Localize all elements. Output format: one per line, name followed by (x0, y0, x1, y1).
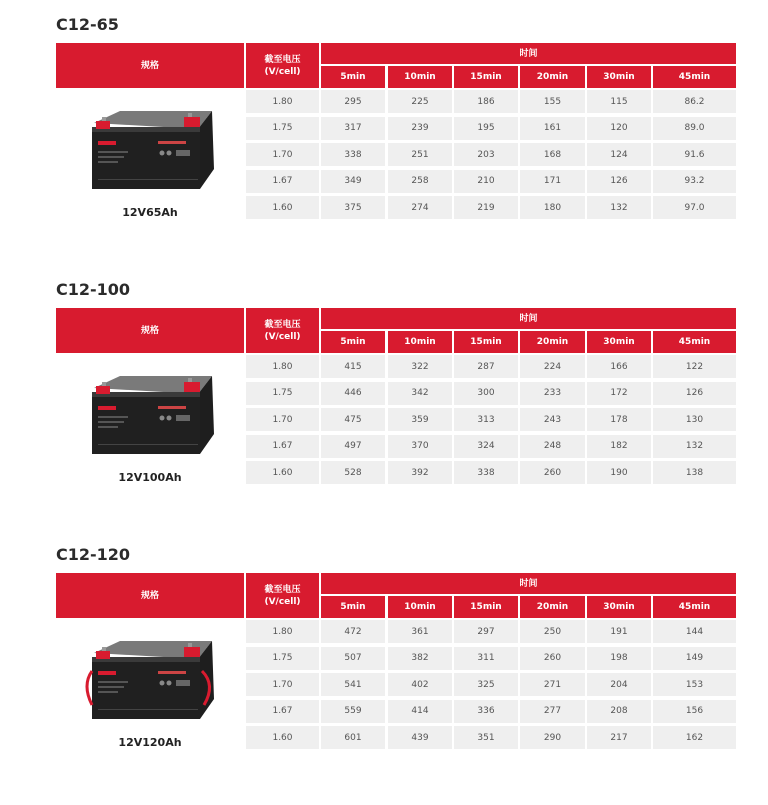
header-spec: 规格 (56, 43, 244, 88)
value-cell: 168 (520, 143, 585, 166)
value-cell: 225 (388, 90, 452, 113)
header-minute: 10min (388, 596, 452, 618)
value-cell: 182 (587, 435, 651, 458)
value-cell: 91.6 (653, 143, 736, 166)
cutoff-voltage-cell: 1.75 (246, 382, 319, 405)
model-label: 12V65Ah (122, 206, 178, 219)
value-cell: 559 (321, 700, 385, 723)
header-minute: 15min (454, 66, 518, 88)
value-cell: 186 (454, 90, 518, 113)
value-cell: 162 (653, 726, 736, 749)
cutoff-voltage-cell: 1.67 (246, 435, 319, 458)
value-cell: 243 (520, 408, 585, 431)
value-cell: 300 (454, 382, 518, 405)
value-cell: 180 (520, 196, 585, 219)
value-cell: 375 (321, 196, 385, 219)
value-cell: 219 (454, 196, 518, 219)
cutoff-voltage-cell: 1.75 (246, 117, 319, 140)
header-minute: 30min (587, 331, 651, 353)
header-spec: 规格 (56, 308, 244, 353)
value-cell: 217 (587, 726, 651, 749)
value-cell: 311 (454, 647, 518, 670)
value-cell: 258 (388, 170, 452, 193)
header-cutoff-voltage: 截至电压 (V/cell) (246, 573, 319, 618)
value-cell: 528 (321, 461, 385, 484)
header-cutoff-voltage: 截至电压 (V/cell) (246, 43, 319, 88)
model-label: 12V100Ah (118, 471, 182, 484)
battery-image (80, 101, 220, 201)
value-cell: 324 (454, 435, 518, 458)
value-cell: 149 (653, 647, 736, 670)
value-cell: 349 (321, 170, 385, 193)
value-cell: 191 (587, 620, 651, 643)
value-cell: 370 (388, 435, 452, 458)
cutoff-voltage-cell: 1.75 (246, 647, 319, 670)
header-minute: 30min (587, 596, 651, 618)
value-cell: 260 (520, 647, 585, 670)
value-cell: 475 (321, 408, 385, 431)
cutoff-voltage-cell: 1.67 (246, 170, 319, 193)
value-cell: 415 (321, 355, 385, 378)
value-cell: 290 (520, 726, 585, 749)
header-cutoff-voltage: 截至电压 (V/cell) (246, 308, 319, 353)
value-cell: 239 (388, 117, 452, 140)
value-cell: 338 (454, 461, 518, 484)
cutoff-voltage-cell: 1.70 (246, 143, 319, 166)
value-cell: 322 (388, 355, 452, 378)
value-cell: 248 (520, 435, 585, 458)
value-cell: 361 (388, 620, 452, 643)
header-minute: 45min (653, 596, 736, 618)
value-cell: 198 (587, 647, 651, 670)
value-cell: 190 (587, 461, 651, 484)
value-cell: 336 (454, 700, 518, 723)
header-time: 时间 (321, 573, 736, 594)
value-cell: 172 (587, 382, 651, 405)
battery-image (80, 631, 220, 731)
value-cell: 144 (653, 620, 736, 643)
value-cell: 130 (653, 408, 736, 431)
header-minute: 45min (653, 331, 736, 353)
value-cell: 382 (388, 647, 452, 670)
value-cell: 271 (520, 673, 585, 696)
value-cell: 313 (454, 408, 518, 431)
value-cell: 287 (454, 355, 518, 378)
header-minute: 45min (653, 66, 736, 88)
value-cell: 153 (653, 673, 736, 696)
header-minute: 5min (321, 596, 385, 618)
header-minute: 30min (587, 66, 651, 88)
cutoff-voltage-cell: 1.60 (246, 461, 319, 484)
value-cell: 472 (321, 620, 385, 643)
value-cell: 195 (454, 117, 518, 140)
value-cell: 166 (587, 355, 651, 378)
value-cell: 178 (587, 408, 651, 431)
value-cell: 89.0 (653, 117, 736, 140)
value-cell: 402 (388, 673, 452, 696)
value-cell: 224 (520, 355, 585, 378)
value-cell: 203 (454, 143, 518, 166)
value-cell: 439 (388, 726, 452, 749)
table-section (0, 545, 768, 805)
header-minute: 15min (454, 331, 518, 353)
value-cell: 155 (520, 90, 585, 113)
section-title: C12-120 (56, 545, 131, 564)
header-minute: 20min (520, 66, 585, 88)
table-section (0, 15, 768, 275)
value-cell: 126 (587, 170, 651, 193)
value-cell: 126 (653, 382, 736, 405)
header-minute: 5min (321, 331, 385, 353)
header-minute: 10min (388, 331, 452, 353)
header-minute: 5min (321, 66, 385, 88)
value-cell: 233 (520, 382, 585, 405)
value-cell: 351 (454, 726, 518, 749)
header-time: 时间 (321, 308, 736, 329)
value-cell: 138 (653, 461, 736, 484)
model-label: 12V120Ah (118, 736, 182, 749)
value-cell: 120 (587, 117, 651, 140)
section-title: C12-65 (56, 15, 119, 34)
value-cell: 251 (388, 143, 452, 166)
value-cell: 161 (520, 117, 585, 140)
value-cell: 295 (321, 90, 385, 113)
value-cell: 156 (653, 700, 736, 723)
value-cell: 541 (321, 673, 385, 696)
header-spec: 规格 (56, 573, 244, 618)
value-cell: 507 (321, 647, 385, 670)
value-cell: 414 (388, 700, 452, 723)
value-cell: 297 (454, 620, 518, 643)
value-cell: 317 (321, 117, 385, 140)
cutoff-voltage-cell: 1.70 (246, 408, 319, 431)
header-minute: 15min (454, 596, 518, 618)
value-cell: 97.0 (653, 196, 736, 219)
value-cell: 446 (321, 382, 385, 405)
value-cell: 338 (321, 143, 385, 166)
value-cell: 210 (454, 170, 518, 193)
value-cell: 342 (388, 382, 452, 405)
cutoff-voltage-cell: 1.60 (246, 726, 319, 749)
value-cell: 115 (587, 90, 651, 113)
cutoff-voltage-cell: 1.80 (246, 620, 319, 643)
cutoff-voltage-cell: 1.80 (246, 90, 319, 113)
value-cell: 250 (520, 620, 585, 643)
value-cell: 274 (388, 196, 452, 219)
value-cell: 122 (653, 355, 736, 378)
value-cell: 359 (388, 408, 452, 431)
table-section (0, 280, 768, 540)
value-cell: 86.2 (653, 90, 736, 113)
value-cell: 132 (653, 435, 736, 458)
value-cell: 497 (321, 435, 385, 458)
value-cell: 601 (321, 726, 385, 749)
value-cell: 171 (520, 170, 585, 193)
cutoff-voltage-cell: 1.70 (246, 673, 319, 696)
header-minute: 20min (520, 596, 585, 618)
header-minute: 10min (388, 66, 452, 88)
value-cell: 208 (587, 700, 651, 723)
battery-image (80, 366, 220, 466)
value-cell: 124 (587, 143, 651, 166)
value-cell: 277 (520, 700, 585, 723)
value-cell: 204 (587, 673, 651, 696)
value-cell: 132 (587, 196, 651, 219)
header-time: 时间 (321, 43, 736, 64)
cutoff-voltage-cell: 1.60 (246, 196, 319, 219)
value-cell: 325 (454, 673, 518, 696)
cutoff-voltage-cell: 1.80 (246, 355, 319, 378)
value-cell: 392 (388, 461, 452, 484)
section-title: C12-100 (56, 280, 131, 299)
value-cell: 93.2 (653, 170, 736, 193)
cutoff-voltage-cell: 1.67 (246, 700, 319, 723)
value-cell: 260 (520, 461, 585, 484)
header-minute: 20min (520, 331, 585, 353)
